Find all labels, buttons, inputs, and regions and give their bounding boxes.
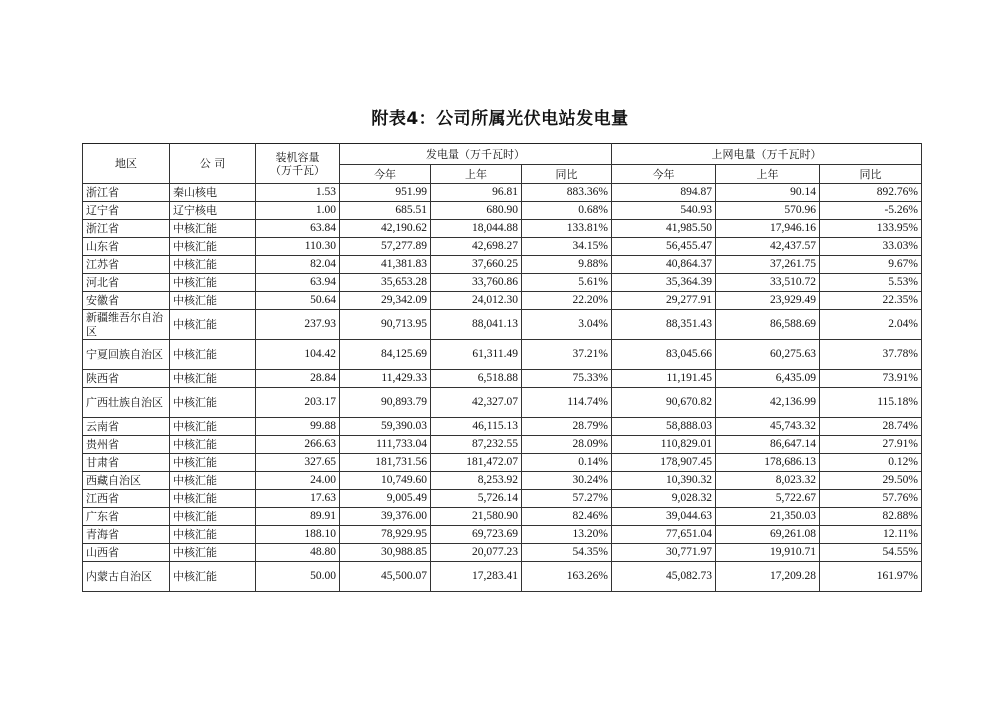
cell-gen-this-year: 11,429.33: [340, 370, 431, 388]
cell-gen-yoy: 82.46%: [522, 508, 612, 526]
cell-gen-last-year: 69,723.69: [431, 526, 522, 544]
cell-region: 广东省: [83, 508, 170, 526]
cell-region: 云南省: [83, 418, 170, 436]
generation-table: [82, 143, 922, 592]
cell-grid-this-year: 11,191.45: [612, 370, 716, 388]
cell-gen-last-year: 24,012.30: [431, 292, 522, 310]
cell-grid-last-year: 37,261.75: [716, 256, 820, 274]
cell-gen-yoy: 5.61%: [522, 274, 612, 292]
cell-capacity: 188.10: [256, 526, 340, 544]
cell-capacity: 104.42: [256, 340, 340, 370]
cell-gen-this-year: 30,988.85: [340, 544, 431, 562]
cell-grid-last-year: 42,437.57: [716, 238, 820, 256]
cell-gen-this-year: 84,125.69: [340, 340, 431, 370]
cell-grid-last-year: 21,350.03: [716, 508, 820, 526]
cell-gen-yoy: 37.21%: [522, 340, 612, 370]
cell-capacity: 50.64: [256, 292, 340, 310]
header-region: 地区: [83, 144, 170, 184]
cell-grid-last-year: 17,946.16: [716, 220, 820, 238]
cell-grid-this-year: 56,455.47: [612, 238, 716, 256]
cell-grid-this-year: 9,028.32: [612, 490, 716, 508]
cell-gen-this-year: 41,381.83: [340, 256, 431, 274]
cell-gen-this-year: 181,731.56: [340, 454, 431, 472]
header-gen-this-year: 今年: [340, 165, 431, 184]
cell-grid-last-year: 17,209.28: [716, 562, 820, 592]
cell-gen-last-year: 96.81: [431, 184, 522, 202]
cell-region: 安徽省: [83, 292, 170, 310]
table-row: [83, 490, 922, 508]
cell-grid-this-year: 58,888.03: [612, 418, 716, 436]
header-grid-group: 上网电量（万千瓦时）: [612, 144, 922, 165]
cell-region: 浙江省: [83, 220, 170, 238]
header-capacity-line1: 装机容量: [275, 150, 320, 164]
cell-grid-yoy: 82.88%: [820, 508, 922, 526]
cell-gen-yoy: 57.27%: [522, 490, 612, 508]
table-row: [83, 220, 922, 238]
cell-grid-yoy: 57.76%: [820, 490, 922, 508]
cell-region: 河北省: [83, 274, 170, 292]
cell-grid-yoy: 2.04%: [820, 310, 922, 340]
cell-grid-last-year: 86,647.14: [716, 436, 820, 454]
cell-capacity: 50.00: [256, 562, 340, 592]
cell-grid-last-year: 570.96: [716, 202, 820, 220]
cell-grid-yoy: 892.76%: [820, 184, 922, 202]
table-row: [83, 256, 922, 274]
cell-gen-yoy: 30.24%: [522, 472, 612, 490]
cell-grid-last-year: 6,435.09: [716, 370, 820, 388]
table-row: [83, 274, 922, 292]
cell-capacity: 82.04: [256, 256, 340, 274]
cell-gen-this-year: 90,713.95: [340, 310, 431, 340]
cell-gen-last-year: 42,698.27: [431, 238, 522, 256]
cell-company: 中核汇能: [170, 292, 256, 310]
cell-gen-last-year: 181,472.07: [431, 454, 522, 472]
cell-gen-last-year: 88,041.13: [431, 310, 522, 340]
cell-gen-this-year: 9,005.49: [340, 490, 431, 508]
cell-grid-this-year: 10,390.32: [612, 472, 716, 490]
cell-company: 中核汇能: [170, 562, 256, 592]
header-gen-last-year: 上年: [431, 165, 522, 184]
cell-gen-last-year: 20,077.23: [431, 544, 522, 562]
cell-grid-yoy: 54.55%: [820, 544, 922, 562]
table-row: [83, 310, 922, 340]
cell-region: 内蒙古自治区: [83, 562, 170, 592]
cell-gen-last-year: 680.90: [431, 202, 522, 220]
cell-company: 中核汇能: [170, 436, 256, 454]
cell-grid-yoy: 9.67%: [820, 256, 922, 274]
cell-gen-this-year: 111,733.04: [340, 436, 431, 454]
header-grid-this-year: 今年: [612, 165, 716, 184]
cell-grid-last-year: 60,275.63: [716, 340, 820, 370]
cell-gen-last-year: 61,311.49: [431, 340, 522, 370]
cell-gen-last-year: 21,580.90: [431, 508, 522, 526]
cell-grid-yoy: 33.03%: [820, 238, 922, 256]
cell-gen-yoy: 133.81%: [522, 220, 612, 238]
cell-gen-last-year: 33,760.86: [431, 274, 522, 292]
cell-capacity: 17.63: [256, 490, 340, 508]
table-row: [83, 508, 922, 526]
cell-region: 青海省: [83, 526, 170, 544]
cell-grid-this-year: 40,864.37: [612, 256, 716, 274]
cell-region: 江苏省: [83, 256, 170, 274]
cell-gen-this-year: 951.99: [340, 184, 431, 202]
cell-grid-yoy: 161.97%: [820, 562, 922, 592]
table-row: [83, 544, 922, 562]
cell-grid-this-year: 41,985.50: [612, 220, 716, 238]
cell-gen-last-year: 37,660.25: [431, 256, 522, 274]
table-row: [83, 418, 922, 436]
cell-gen-last-year: 42,327.07: [431, 388, 522, 418]
table-row: [83, 202, 922, 220]
cell-gen-yoy: 34.15%: [522, 238, 612, 256]
cell-grid-this-year: 29,277.91: [612, 292, 716, 310]
cell-grid-last-year: 90.14: [716, 184, 820, 202]
table-row: [83, 436, 922, 454]
cell-region: 甘肃省: [83, 454, 170, 472]
cell-grid-last-year: 19,910.71: [716, 544, 820, 562]
table-row: [83, 292, 922, 310]
cell-capacity: 63.84: [256, 220, 340, 238]
cell-grid-yoy: 29.50%: [820, 472, 922, 490]
cell-grid-yoy: 73.91%: [820, 370, 922, 388]
cell-grid-this-year: 540.93: [612, 202, 716, 220]
header-gen-yoy: 同比: [522, 165, 612, 184]
cell-grid-yoy: 115.18%: [820, 388, 922, 418]
cell-gen-yoy: 114.74%: [522, 388, 612, 418]
page-title: 附表4：公司所属光伏电站发电量: [371, 109, 629, 129]
cell-company: 中核汇能: [170, 418, 256, 436]
cell-capacity: 89.91: [256, 508, 340, 526]
cell-capacity: 1.53: [256, 184, 340, 202]
cell-capacity: 28.84: [256, 370, 340, 388]
table-row: [83, 472, 922, 490]
cell-gen-last-year: 18,044.88: [431, 220, 522, 238]
cell-gen-this-year: 45,500.07: [340, 562, 431, 592]
cell-company: 中核汇能: [170, 526, 256, 544]
cell-grid-last-year: 86,588.69: [716, 310, 820, 340]
cell-gen-this-year: 685.51: [340, 202, 431, 220]
cell-region: 山东省: [83, 238, 170, 256]
cell-grid-this-year: 83,045.66: [612, 340, 716, 370]
cell-company: 中核汇能: [170, 544, 256, 562]
cell-grid-yoy: 27.91%: [820, 436, 922, 454]
cell-capacity: 327.65: [256, 454, 340, 472]
cell-company: 中核汇能: [170, 508, 256, 526]
cell-company: 中核汇能: [170, 472, 256, 490]
cell-region: 西藏自治区: [83, 472, 170, 490]
cell-grid-last-year: 42,136.99: [716, 388, 820, 418]
cell-gen-last-year: 17,283.41: [431, 562, 522, 592]
cell-company: 中核汇能: [170, 310, 256, 340]
cell-capacity: 266.63: [256, 436, 340, 454]
cell-capacity: 99.88: [256, 418, 340, 436]
cell-grid-this-year: 45,082.73: [612, 562, 716, 592]
cell-grid-yoy: 22.35%: [820, 292, 922, 310]
cell-gen-this-year: 42,190.62: [340, 220, 431, 238]
cell-grid-this-year: 35,364.39: [612, 274, 716, 292]
cell-grid-yoy: 37.78%: [820, 340, 922, 370]
cell-gen-this-year: 59,390.03: [340, 418, 431, 436]
cell-gen-this-year: 29,342.09: [340, 292, 431, 310]
cell-region: 浙江省: [83, 184, 170, 202]
header-capacity-line2: （万千瓦）: [270, 163, 325, 177]
cell-gen-this-year: 39,376.00: [340, 508, 431, 526]
cell-gen-last-year: 87,232.55: [431, 436, 522, 454]
cell-company: 中核汇能: [170, 454, 256, 472]
cell-grid-this-year: 77,651.04: [612, 526, 716, 544]
cell-grid-last-year: 23,929.49: [716, 292, 820, 310]
table-row: [83, 238, 922, 256]
cell-gen-this-year: 90,893.79: [340, 388, 431, 418]
cell-region: 山西省: [83, 544, 170, 562]
cell-gen-this-year: 57,277.89: [340, 238, 431, 256]
cell-company: 中核汇能: [170, 388, 256, 418]
cell-gen-last-year: 8,253.92: [431, 472, 522, 490]
cell-gen-yoy: 163.26%: [522, 562, 612, 592]
cell-grid-yoy: 5.53%: [820, 274, 922, 292]
cell-company: 中核汇能: [170, 370, 256, 388]
cell-grid-yoy: 0.12%: [820, 454, 922, 472]
table-header: [83, 144, 922, 184]
cell-capacity: 24.00: [256, 472, 340, 490]
cell-gen-last-year: 6,518.88: [431, 370, 522, 388]
cell-gen-yoy: 9.88%: [522, 256, 612, 274]
cell-gen-yoy: 0.68%: [522, 202, 612, 220]
cell-gen-last-year: 5,726.14: [431, 490, 522, 508]
cell-company: 中核汇能: [170, 274, 256, 292]
header-grid-yoy: 同比: [820, 165, 922, 184]
cell-gen-last-year: 46,115.13: [431, 418, 522, 436]
cell-capacity: 203.17: [256, 388, 340, 418]
cell-region: 广西壮族自治区: [83, 388, 170, 418]
table-row: [83, 370, 922, 388]
cell-region: 新疆维吾尔自治区: [83, 310, 170, 340]
cell-grid-this-year: 30,771.97: [612, 544, 716, 562]
cell-grid-this-year: 110,829.01: [612, 436, 716, 454]
cell-gen-yoy: 13.20%: [522, 526, 612, 544]
cell-company: 中核汇能: [170, 340, 256, 370]
cell-capacity: 63.94: [256, 274, 340, 292]
cell-company: 中核汇能: [170, 238, 256, 256]
cell-gen-this-year: 78,929.95: [340, 526, 431, 544]
cell-gen-yoy: 54.35%: [522, 544, 612, 562]
cell-grid-last-year: 5,722.67: [716, 490, 820, 508]
cell-gen-yoy: 0.14%: [522, 454, 612, 472]
cell-capacity: 48.80: [256, 544, 340, 562]
header-generation-group: 发电量（万千瓦时）: [340, 144, 612, 165]
header-grid-last-year: 上年: [716, 165, 820, 184]
cell-grid-last-year: 45,743.32: [716, 418, 820, 436]
cell-capacity: 1.00: [256, 202, 340, 220]
cell-region: 贵州省: [83, 436, 170, 454]
cell-region: 江西省: [83, 490, 170, 508]
cell-grid-this-year: 894.87: [612, 184, 716, 202]
cell-gen-yoy: 28.79%: [522, 418, 612, 436]
cell-gen-this-year: 35,653.28: [340, 274, 431, 292]
cell-company: 辽宁核电: [170, 202, 256, 220]
cell-region: 陕西省: [83, 370, 170, 388]
cell-gen-yoy: 3.04%: [522, 310, 612, 340]
cell-grid-this-year: 90,670.82: [612, 388, 716, 418]
cell-grid-yoy: 133.95%: [820, 220, 922, 238]
cell-grid-last-year: 69,261.08: [716, 526, 820, 544]
cell-capacity: 237.93: [256, 310, 340, 340]
table-row: [83, 184, 922, 202]
table-row: [83, 562, 922, 592]
cell-grid-yoy: 28.74%: [820, 418, 922, 436]
cell-company: 中核汇能: [170, 220, 256, 238]
cell-grid-last-year: 8,023.32: [716, 472, 820, 490]
table-row: [83, 340, 922, 370]
header-capacity: [256, 144, 340, 184]
cell-capacity: 110.30: [256, 238, 340, 256]
cell-grid-this-year: 39,044.63: [612, 508, 716, 526]
cell-gen-yoy: 22.20%: [522, 292, 612, 310]
cell-gen-yoy: 883.36%: [522, 184, 612, 202]
cell-region: 辽宁省: [83, 202, 170, 220]
cell-grid-yoy: -5.26%: [820, 202, 922, 220]
cell-gen-yoy: 28.09%: [522, 436, 612, 454]
cell-region: 宁夏回族自治区: [83, 340, 170, 370]
cell-grid-this-year: 88,351.43: [612, 310, 716, 340]
table-body: [83, 184, 922, 592]
table-row: [83, 454, 922, 472]
cell-grid-last-year: 33,510.72: [716, 274, 820, 292]
cell-grid-yoy: 12.11%: [820, 526, 922, 544]
cell-company: 中核汇能: [170, 256, 256, 274]
cell-grid-last-year: 178,686.13: [716, 454, 820, 472]
cell-gen-this-year: 10,749.60: [340, 472, 431, 490]
cell-company: 秦山核电: [170, 184, 256, 202]
cell-company: 中核汇能: [170, 490, 256, 508]
cell-gen-yoy: 75.33%: [522, 370, 612, 388]
cell-grid-this-year: 178,907.45: [612, 454, 716, 472]
header-company: 公 司: [170, 144, 256, 184]
table-row: [83, 388, 922, 418]
table-row: [83, 526, 922, 544]
